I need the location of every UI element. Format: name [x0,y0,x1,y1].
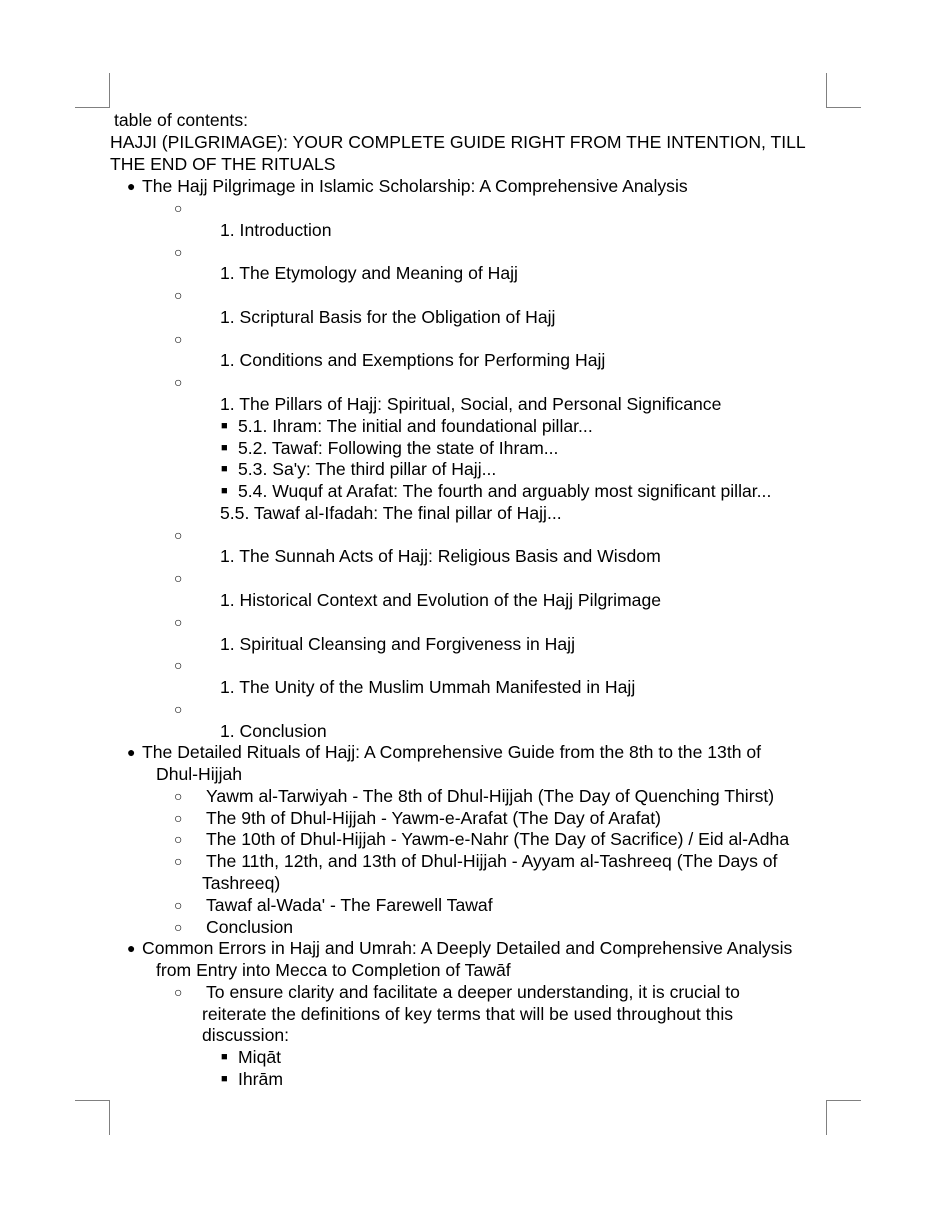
bullet-circle-icon: ○ [174,788,183,804]
bullet-circle-icon: ○ [174,614,183,630]
toc-item[interactable]: To ensure clarity and facilitate a deeper understanding, it is crucial to [206,982,740,1002]
document-title-line-1: HAJJI (PILGRIMAGE): YOUR COMPLETE GUIDE RIGHT FROM THE INTENTION, TILL [110,132,806,152]
toc-subitem[interactable]: 5.3. Sa'y: The third pillar of Hajj... [238,459,497,479]
toc-item-continuation[interactable]: discussion: [202,1025,290,1045]
toc-item[interactable]: 1. Spiritual Cleansing and Forgiveness in Hajj [220,634,575,654]
bullet-circle-icon: ○ [174,984,183,1000]
bullet-circle-icon: ○ [174,331,183,347]
bullet-circle-icon: ○ [174,810,183,826]
toc-item[interactable]: Conclusion [206,917,294,937]
toc-item[interactable]: 1. The Unity of the Muslim Ummah Manifested in Hajj [220,677,636,697]
bullet-dot-icon: ● [127,744,136,760]
toc-item-continuation[interactable]: Tashreeq) [202,873,281,893]
toc-item[interactable]: 1. Conclusion [220,721,327,741]
toc-item[interactable]: 1. The Etymology and Meaning of Hajj [220,263,518,283]
toc-item[interactable]: Yawm al-Tarwiyah - The 8th of Dhul-Hijjah (The Day of Quenching Thirst) [206,786,775,806]
bullet-circle-icon: ○ [174,657,183,673]
toc-item[interactable]: 1. Conditions and Exemptions for Performing Hajj [220,350,606,370]
toc-item[interactable]: Tawaf al-Wada' - The Farewell Tawaf [206,895,493,915]
section-3-title-line-1[interactable]: Common Errors in Hajj and Umrah: A Deeply Detailed and Comprehensive Analysis [142,938,793,958]
bullet-circle-icon: ○ [174,919,183,935]
bullet-circle-icon: ○ [174,200,183,216]
bullet-square-icon: ■ [221,1051,228,1063]
bullet-circle-icon: ○ [174,853,183,869]
document-title-line-2: THE END OF THE RITUALS [110,154,336,174]
section-3-title-line-2[interactable]: from Entry into Mecca to Completion of Tawāf [156,960,511,980]
section-2-title-line-1[interactable]: The Detailed Rituals of Hajj: A Comprehensive Guide from the 8th to the 13th of [142,742,762,762]
toc-subitem[interactable]: 5.1. Ihram: The initial and foundational pillar... [238,416,593,436]
bullet-circle-icon: ○ [174,374,183,390]
bullet-circle-icon: ○ [174,287,183,303]
toc-item[interactable]: 1. The Pillars of Hajj: Spiritual, Social, and Personal Significance [220,394,722,414]
bullet-square-icon: ■ [221,1073,228,1085]
toc-item[interactable]: 1. Scriptural Basis for the Obligation of Hajj [220,307,556,327]
toc-item[interactable]: 1. Historical Context and Evolution of the Hajj Pilgrimage [220,590,662,610]
toc-item[interactable]: The 9th of Dhul-Hijjah - Yawm-e-Arafat (The Day of Arafat) [206,808,662,828]
toc-subitem[interactable]: Ihrām [238,1069,283,1089]
bullet-circle-icon: ○ [174,244,183,260]
bullet-circle-icon: ○ [174,897,183,913]
bullet-circle-icon: ○ [174,570,183,586]
section-1-title[interactable]: The Hajj Pilgrimage in Islamic Scholarship: A Comprehensive Analysis [142,176,688,196]
toc-item[interactable]: 1. The Sunnah Acts of Hajj: Religious Basis and Wisdom [220,546,661,566]
toc-subitem[interactable]: 5.5. Tawaf al-Ifadah: The final pillar of Hajj... [220,503,562,523]
bullet-circle-icon: ○ [174,831,183,847]
bullet-square-icon: ■ [221,463,228,475]
toc-item[interactable]: The 11th, 12th, and 13th of Dhul-Hijjah - Ayyam al-Tashreeq (The Days of [206,851,778,871]
bullet-circle-icon: ○ [174,527,183,543]
bullet-dot-icon: ● [127,178,136,194]
toc-subitem[interactable]: Miqāt [238,1047,282,1067]
bullet-circle-icon: ○ [174,701,183,717]
toc-item-continuation[interactable]: reiterate the definitions of key terms that will be used throughout this [202,1004,734,1024]
bullet-square-icon: ■ [221,485,228,497]
toc-heading: table of contents: [114,110,248,130]
bullet-square-icon: ■ [221,442,228,454]
toc-subitem[interactable]: 5.4. Wuquf at Arafat: The fourth and arguably most significant pillar... [238,481,772,501]
bullet-square-icon: ■ [221,420,228,432]
bullet-dot-icon: ● [127,940,136,956]
section-2-title-line-2[interactable]: Dhul-Hijjah [156,764,243,784]
toc-item[interactable]: 1. Introduction [220,220,332,240]
toc-subitem[interactable]: 5.2. Tawaf: Following the state of Ihram... [238,438,559,458]
toc-item[interactable]: The 10th of Dhul-Hijjah - Yawm-e-Nahr (The Day of Sacrifice) / Eid al-Adha [206,829,790,849]
